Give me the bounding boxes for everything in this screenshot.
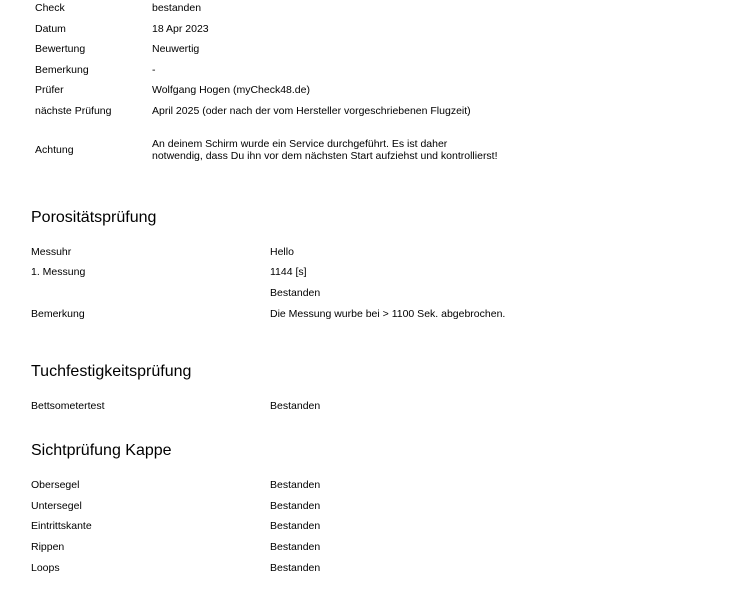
- porositaet-value-bemerkung: Die Messung wurbe bei > 1100 Sek. abgebrochen.: [270, 308, 506, 320]
- summary-label-datum: Datum: [35, 23, 66, 35]
- summary-label-check: Check: [35, 2, 65, 14]
- summary-label-naechste-pruefung: nächste Prüfung: [35, 105, 112, 117]
- sichtpruefung-heading: Sichtprüfung Kappe: [31, 442, 172, 459]
- summary-value-bewertung: Neuwertig: [152, 43, 200, 55]
- porositaet-value-messuhr: Hello: [270, 246, 294, 258]
- warning-line-2: notwendig, dass Du ihn vor dem nächsten Start aufziehst und kontrollierst!: [152, 150, 498, 162]
- sichtpruefung-label-untersegel: Untersegel: [31, 500, 82, 512]
- sichtpruefung-label-loops: Loops: [31, 562, 60, 574]
- porositaet-label-messuhr: Messuhr: [31, 246, 72, 258]
- tuchfestigkeit-heading: Tuchfestigkeitsprüfung: [31, 363, 192, 380]
- sichtpruefung-value-rippen: Bestanden: [270, 541, 321, 553]
- sichtpruefung-value-untersegel: Bestanden: [270, 500, 321, 512]
- sichtpruefung-label-obersegel: Obersegel: [31, 479, 80, 491]
- summary-value-datum: 18 Apr 2023: [152, 23, 209, 35]
- summary-label-bemerkung: Bemerkung: [35, 64, 89, 76]
- summary-value-naechste-pruefung: April 2025 (oder nach der vom Hersteller vorgeschriebenen Flugzeit): [152, 105, 471, 117]
- sichtpruefung-label-rippen: Rippen: [31, 541, 65, 553]
- warning-line-1: An deinem Schirm wurde ein Service durchgeführt. Es ist daher: [152, 138, 448, 150]
- porositaet-value-result: Bestanden: [270, 287, 321, 299]
- porositaet-label-messung: 1. Messung: [31, 266, 86, 278]
- tuchfestigkeit-value-bettsometertest: Bestanden: [270, 400, 321, 412]
- summary-value-check: bestanden: [152, 2, 202, 14]
- summary-value-pruefer: Wolfgang Hogen (myCheck48.de): [152, 84, 310, 96]
- sichtpruefung-value-obersegel: Bestanden: [270, 479, 321, 491]
- porositaet-value-messung: 1144 [s]: [270, 266, 307, 278]
- warning-label: Achtung: [35, 144, 74, 156]
- tuchfestigkeit-label-bettsometertest: Bettsometertest: [31, 400, 105, 412]
- summary-label-bewertung: Bewertung: [35, 43, 86, 55]
- porositaet-label-bemerkung: Bemerkung: [31, 308, 85, 320]
- sichtpruefung-value-eintrittskante: Bestanden: [270, 520, 321, 532]
- sichtpruefung-value-loops: Bestanden: [270, 562, 321, 574]
- summary-value-bemerkung: -: [152, 64, 156, 76]
- sichtpruefung-label-eintrittskante: Eintrittskante: [31, 520, 92, 532]
- summary-label-pruefer: Prüfer: [35, 84, 64, 96]
- porositaet-heading: Porositätsprüfung: [31, 209, 157, 226]
